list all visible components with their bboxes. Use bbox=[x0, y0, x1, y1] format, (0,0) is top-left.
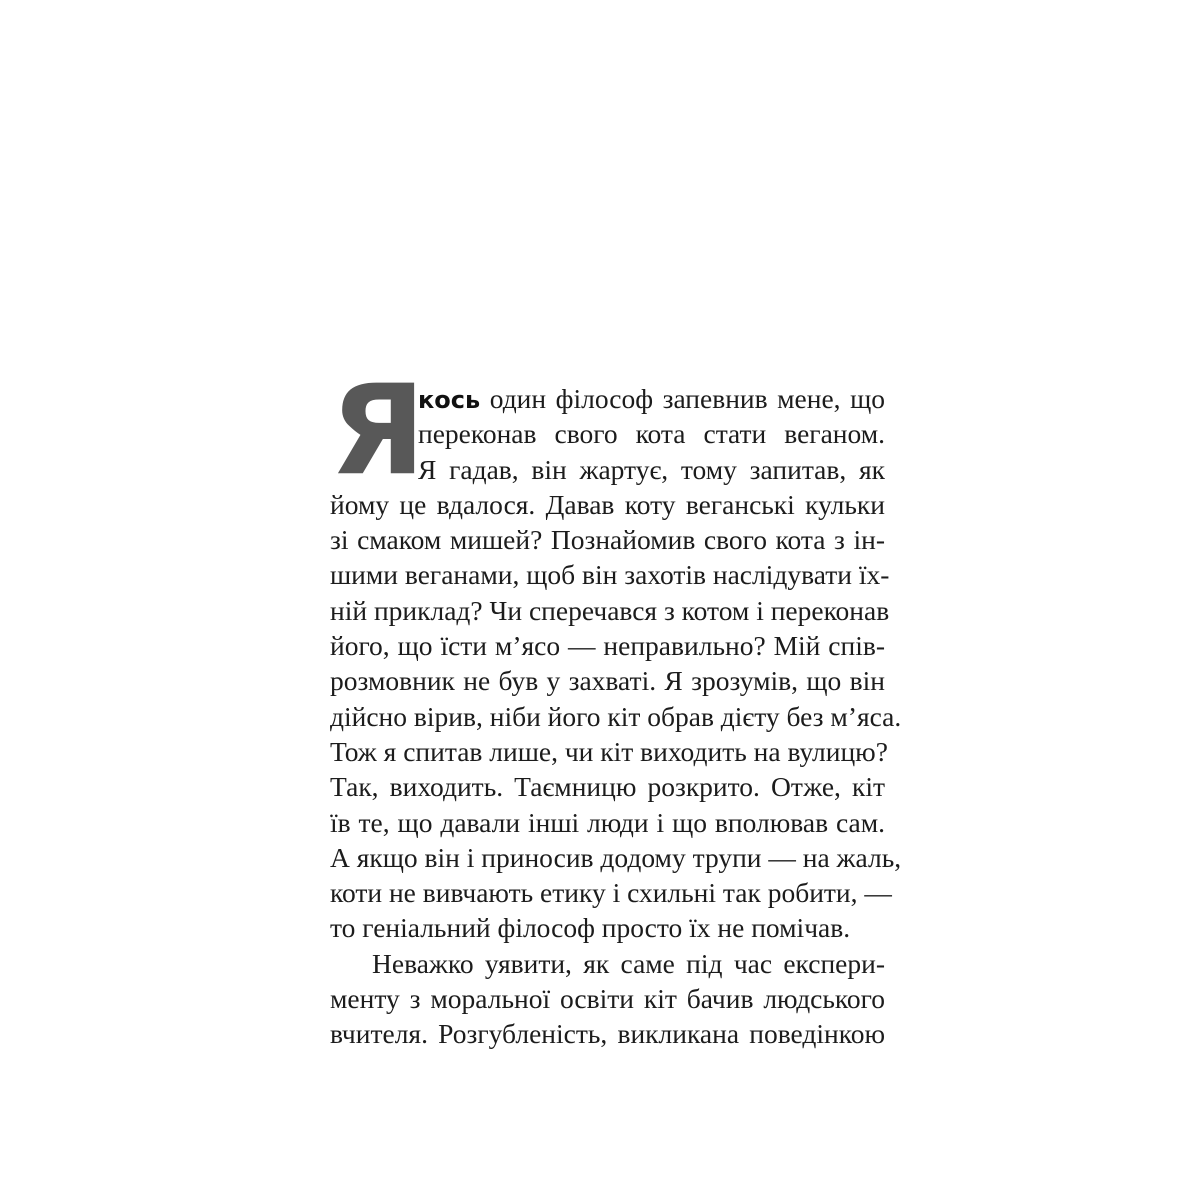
text-line: переконав свого кота стати веганом. bbox=[418, 418, 885, 450]
text-line: А якщо він і приносив додому трупи — на жаль, bbox=[330, 841, 902, 873]
text-line: йому це вдалося. Давав коту веганські кульки bbox=[330, 488, 885, 520]
text-line: Неважко уявити, як саме під час експери- bbox=[372, 947, 885, 979]
text-line: Так, виходить. Таємницю розкрито. Отже, кіт bbox=[330, 771, 885, 803]
lead-word: кось bbox=[418, 386, 481, 414]
body-text bbox=[330, 381, 902, 1052]
drop-cap-letter: Я bbox=[330, 359, 424, 503]
text-line: Я гадав, він жартує, тому запитав, як bbox=[418, 453, 885, 485]
text-line: їв те, що давали інші люди і що вполював сам. bbox=[330, 806, 885, 838]
text-line: його, що їсти м’ясо — неправильно? Мій спів- bbox=[330, 630, 885, 662]
text-line: дійсно вірив, ніби його кіт обрав дієту без м’яса. bbox=[330, 700, 902, 732]
text-line: розмовник не був у захваті. Я зрозумів, що він bbox=[330, 665, 885, 697]
text-line: шими веганами, щоб він захотів наслідувати їх- bbox=[330, 559, 890, 591]
text-line: то геніальний філософ просто їх не помічав. bbox=[330, 912, 851, 944]
text-line: зі смаком мишей? Познайомив свого кота з ін- bbox=[330, 524, 885, 556]
text-line: коти не вивчають етику і схильні так робити, — bbox=[330, 877, 892, 909]
text-line-rest: один філософ запевнив мене, що bbox=[489, 383, 886, 414]
text-line: Тож я спитав лише, чи кіт виходить на вулицю? bbox=[330, 735, 888, 767]
text-line bbox=[330, 381, 885, 416]
text-line: менту з моральної освіти кіт бачив людського bbox=[330, 983, 885, 1015]
text-line: ній приклад? Чи сперечався з котом і переконав bbox=[330, 594, 890, 626]
text-line: вчителя. Розгубленість, викликана поведінкою bbox=[330, 1018, 885, 1050]
